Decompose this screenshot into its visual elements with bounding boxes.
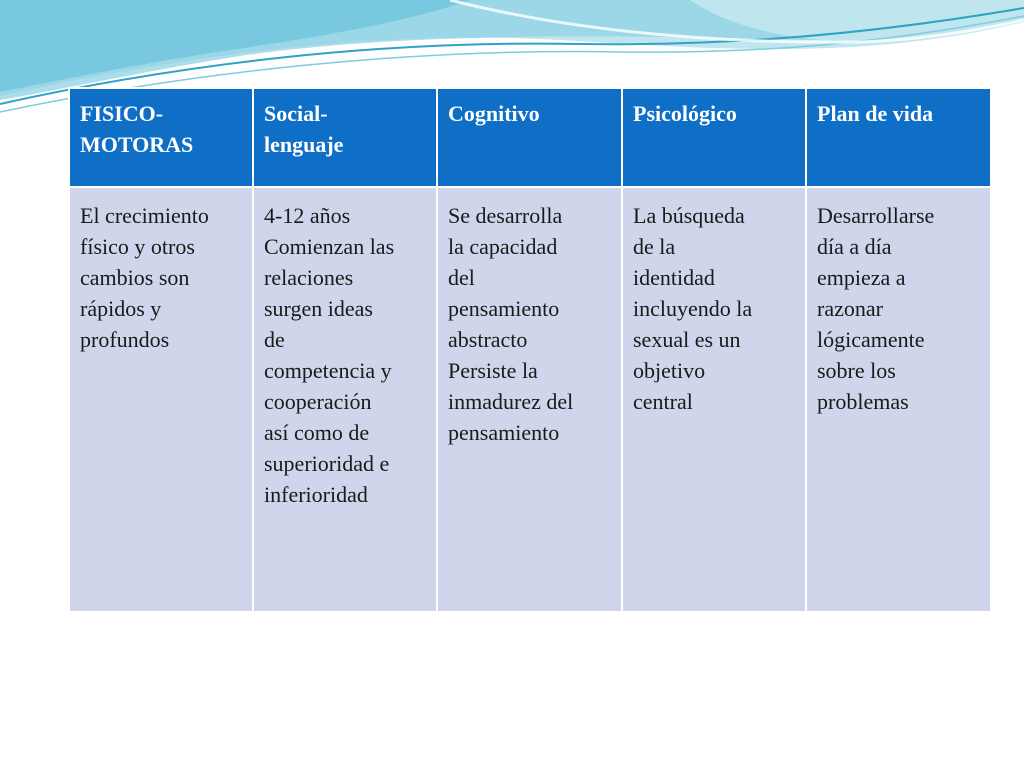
cell-text: La búsqueda de la identidad incluyendo la sexual es un objetivo central [633, 203, 753, 414]
cell-text: Se desarrolla la capacidad del pensamiento abstracto Persiste la inmadurez del pensamiento [448, 203, 574, 445]
development-table [68, 87, 992, 613]
table-header-row [69, 88, 991, 187]
header-label: Cognitivo [448, 101, 540, 126]
header-psicologico [622, 88, 806, 187]
cell-psicologico [622, 187, 806, 612]
cell-text: 4-12 años Comienzan las relaciones surgen ideas de competencia y cooperación así como de superioridad e inferioridad [264, 203, 395, 507]
header-label: FISICO- MOTORAS [80, 101, 194, 157]
development-table-container [68, 87, 990, 613]
header-social-lenguaje [253, 88, 437, 187]
header-label: Psicológico [633, 101, 737, 126]
cell-social-lenguaje [253, 187, 437, 612]
header-fisico-motoras [69, 88, 253, 187]
cell-cognitivo [437, 187, 622, 612]
header-label: Plan de vida [817, 101, 934, 126]
cell-fisico-motoras [69, 187, 253, 612]
header-label: Social- lenguaje [264, 101, 344, 157]
header-cognitivo [437, 88, 622, 187]
header-plan-de-vida [806, 88, 991, 187]
table-row [69, 187, 991, 612]
cell-text: El crecimiento físico y otros cambios son rápidos y profundos [80, 203, 209, 352]
cell-text: Desarrollarse día a día empieza a razonar lógicamente sobre los problemas [817, 203, 935, 414]
cell-plan-de-vida [806, 187, 991, 612]
